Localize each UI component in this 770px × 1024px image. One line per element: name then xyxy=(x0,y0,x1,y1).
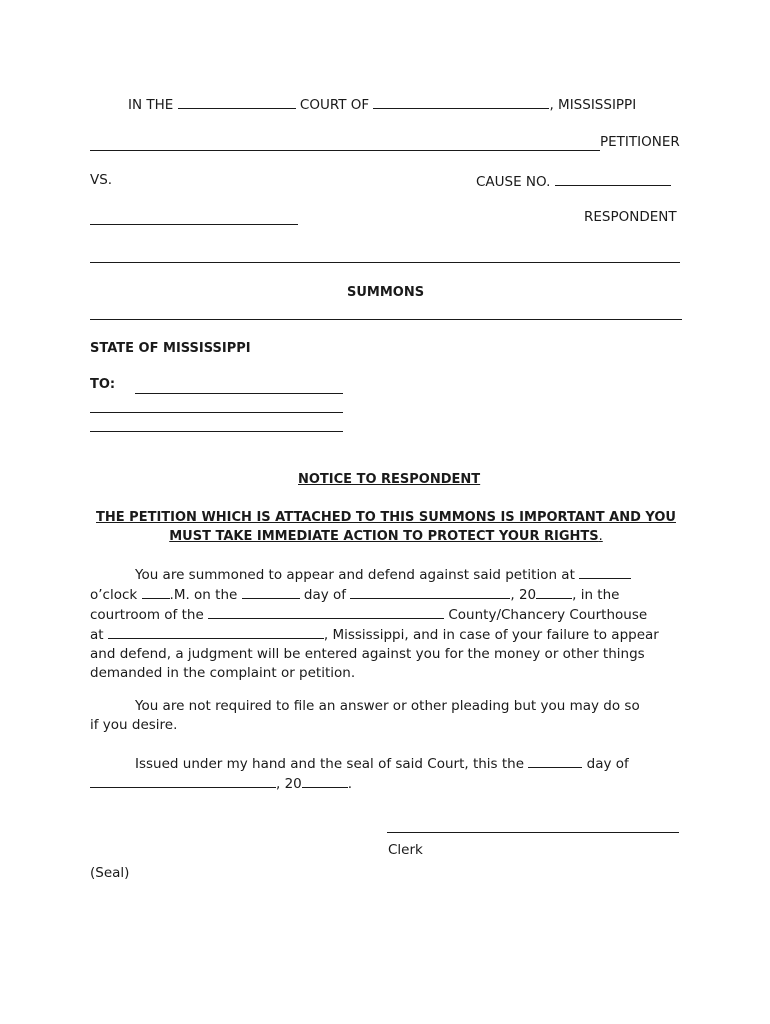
p1-text-c: .M. on the xyxy=(169,587,238,603)
day-number-blank[interactable] xyxy=(242,585,300,599)
state-label: STATE OF MISSISSIPPI xyxy=(90,341,251,356)
vs-label: VS. xyxy=(90,172,113,188)
issued-day-blank[interactable] xyxy=(528,754,582,768)
court-county-blank[interactable] xyxy=(373,95,549,109)
to-label: TO: xyxy=(90,377,116,392)
issued-month-blank[interactable] xyxy=(90,774,276,788)
to-address-line-1[interactable] xyxy=(135,393,343,394)
p1-text-i: at xyxy=(90,627,104,643)
respondent-label: RESPONDENT xyxy=(584,209,677,225)
p1-text-j: , Mississippi, and in case of your failure to appear xyxy=(323,627,659,643)
p1-text-f: , in the xyxy=(572,587,620,603)
no-answer-paragraph xyxy=(90,697,682,735)
cause-no-line xyxy=(476,172,671,190)
clerk-label: Clerk xyxy=(388,842,423,858)
p2-text-b: if you desire. xyxy=(90,717,178,733)
divider-top xyxy=(90,262,680,263)
to-address-line-2[interactable] xyxy=(90,412,343,413)
divider-bottom xyxy=(90,319,682,320)
court-of-label: COURT OF xyxy=(299,97,370,113)
p3-text-d: . xyxy=(347,776,353,792)
p1-text-k: and defend, a judgment will be entered against you for the money or other things xyxy=(90,646,645,662)
am-pm-blank[interactable] xyxy=(142,585,170,599)
page-title: SUMMONS xyxy=(347,285,425,300)
petitioner-label: PETITIONER xyxy=(600,134,680,150)
p2-text-a: You are not required to file an answer or other pleading but you may do so xyxy=(135,698,640,714)
summons-paragraph xyxy=(90,565,682,683)
seal-label: (Seal) xyxy=(90,865,130,881)
p1-text-g: courtroom of the xyxy=(90,607,204,623)
p1-text-d: day of xyxy=(303,587,347,603)
cause-no-label: CAUSE NO. xyxy=(476,174,551,190)
p3-text-a: Issued under my hand and the seal of said Court, this the xyxy=(135,756,525,772)
court-line xyxy=(128,95,636,113)
county-blank[interactable] xyxy=(208,605,444,619)
p1-text-e: , 20 xyxy=(510,587,537,603)
month-blank[interactable] xyxy=(350,585,510,599)
p3-text-c: , 20 xyxy=(276,776,302,792)
respondent-name-line[interactable] xyxy=(90,224,298,225)
p1-text-h: County/Chancery Courthouse xyxy=(448,607,648,623)
cause-no-blank[interactable] xyxy=(555,172,671,186)
clerk-signature-line[interactable] xyxy=(387,832,679,833)
hour-blank[interactable] xyxy=(579,565,631,579)
year-blank[interactable] xyxy=(536,585,572,599)
issued-year-blank[interactable] xyxy=(302,774,348,788)
p3-text-b: day of xyxy=(586,756,629,772)
p1-text-a: You are summoned to appear and defend against said petition at xyxy=(135,567,575,583)
notice-warning-line-1: THE PETITION WHICH IS ATTACHED TO THIS SUMMONS IS IMPORTANT AND YOU xyxy=(96,510,676,525)
notice-warning-period: . xyxy=(598,529,603,544)
issued-paragraph xyxy=(90,754,682,794)
in-the-label: IN THE xyxy=(128,97,174,113)
p1-text-b: o’clock xyxy=(90,587,138,603)
p1-text-l: demanded in the complaint or petition. xyxy=(90,665,356,681)
to-address-line-3[interactable] xyxy=(90,431,343,432)
notice-warning-line-2: MUST TAKE IMMEDIATE ACTION TO PROTECT YOUR RIGHTS xyxy=(169,529,599,544)
notice-heading: NOTICE TO RESPONDENT xyxy=(298,472,481,487)
court-type-blank[interactable] xyxy=(178,95,296,109)
city-blank[interactable] xyxy=(108,625,324,639)
notice-warning xyxy=(90,508,682,546)
state-suffix: , MISSISSIPPI xyxy=(549,97,637,113)
petitioner-name-line[interactable] xyxy=(90,150,600,151)
